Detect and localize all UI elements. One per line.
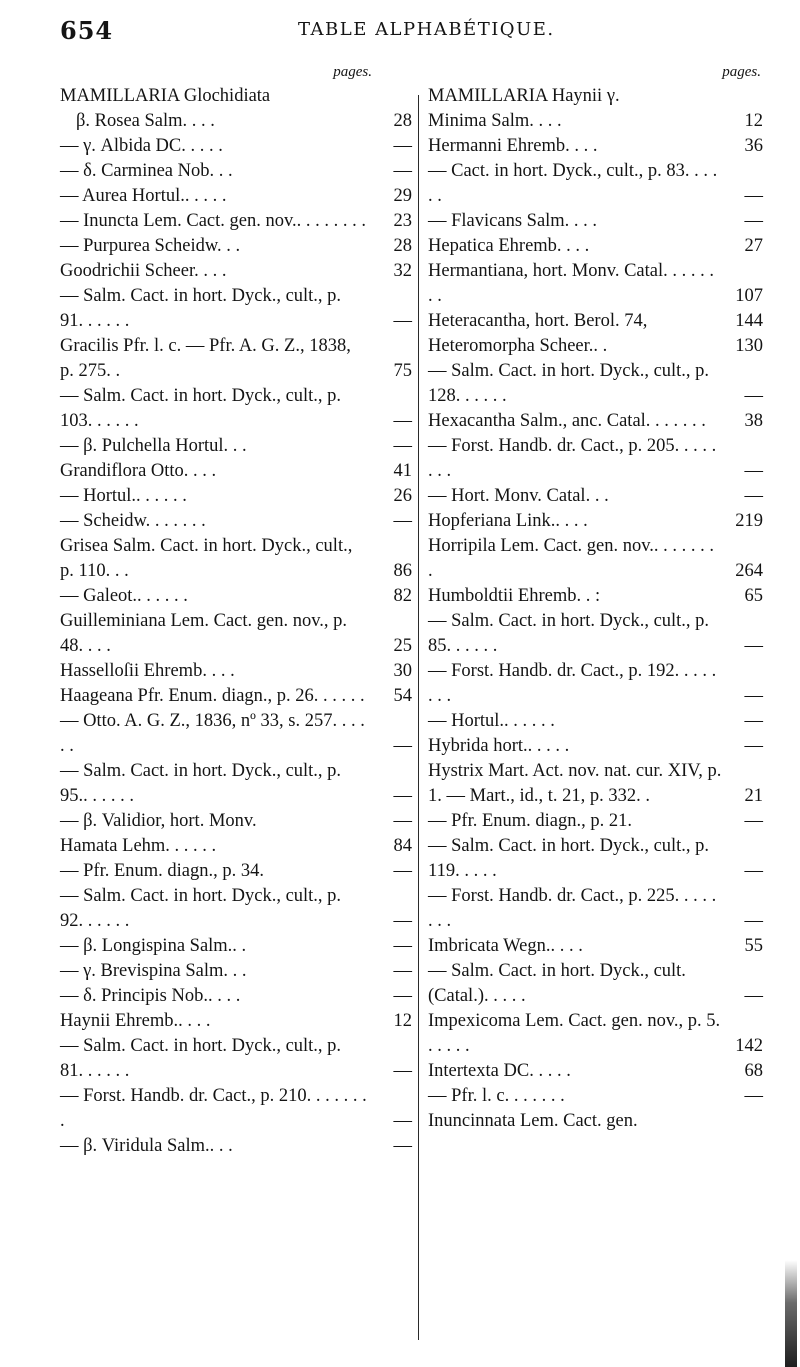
entry-page-number: — [393,961,412,981]
index-entry [60,184,412,209]
index-entry [60,934,412,959]
entry-text: — Salm. Cact. in hort. Dyck., cult., p. 119. . . . . [428,836,710,881]
entry-page-number: — [393,136,412,156]
entry-text: — β. Validior, hort. Monv. [60,811,257,831]
index-entry [428,409,763,434]
entry-page-number: 264 [735,561,763,581]
entry-text: Minima Salm. . . . [428,111,562,131]
entry-page-number: 84 [393,836,412,856]
entry-text: — γ. Brevispina Salm. . . [60,961,247,981]
entry-page-number: — [744,1086,763,1106]
entry-page-number: 144 [735,311,763,331]
entry-text: Grandiflora Otto. . . . [60,461,217,481]
entry-page-number: 41 [393,461,412,481]
entry-page-number: — [393,736,412,756]
entry-text: — δ. Carminea Nob. . . [60,161,233,181]
entry-page-number: — [393,861,412,881]
entry-text: — β. Longispina Salm.. . [60,936,247,956]
entry-text: Haynii Ehremb.. . . . [60,1011,211,1031]
entry-page-number: — [744,736,763,756]
entry-text: Haageana Pfr. Enum. diagn., p. 26. . . . . . [60,686,365,706]
running-title: TABLE ALPHABÉTIQUE. [298,19,555,40]
index-entry [428,84,763,109]
index-entry [428,359,763,409]
entry-page-number: — [393,1061,412,1081]
entry-text: — Galeot.. . . . . . [60,586,188,606]
entry-text: — Forst. Handb. dr. Cact., p. 210. . . . . . . . [60,1086,367,1131]
entry-page-number: — [393,1136,412,1156]
index-entry [60,659,412,684]
entry-text: Imbricata Wegn.. . . . [428,936,583,956]
index-entry [60,759,412,809]
scan-edge-shadow [785,1260,797,1367]
index-entry [60,534,412,584]
entry-page-number: — [393,511,412,531]
entry-text: — Pfr. l. c. . . . . . . [428,1086,565,1106]
entry-text: — Aurea Hortul.. . . . . [60,186,227,206]
index-entry [60,684,412,709]
entry-page-number: — [744,861,763,881]
entry-page-number: — [744,686,763,706]
entry-page-number: — [744,461,763,481]
entry-page-number: — [393,411,412,431]
entry-text: — Cact. in hort. Dyck., cult., p. 83. . . . . . [428,161,718,206]
entry-text: Grisea Salm. Cact. in hort. Dyck., cult., p. 110. . . [60,536,353,581]
entry-text: — Pfr. Enum. diagn., p. 34. [60,861,265,881]
index-entry [60,1134,412,1159]
entry-page-number: 25 [393,636,412,656]
index-entry [60,334,412,384]
entry-text: — Salm. Cact. in hort. Dyck., cult., p. 103. . . . . . [60,386,342,431]
index-entry [428,959,763,1009]
entry-text: Goodrichii Scheer. . . . [60,261,227,281]
entry-page-number: 65 [744,586,763,606]
entry-page-number: — [393,1111,412,1131]
entry-text: Hermantiana, hort. Monv. Catal. . . . . . . . [428,261,715,306]
entry-page-number: 219 [735,511,763,531]
entry-text: — Salm. Cact. in hort. Dyck., cult., p. 85. . . . . . [428,611,710,656]
index-entry [60,709,412,759]
index-entry [428,884,763,934]
index-entry [428,609,763,659]
entry-text: — Scheidw. . . . . . . [60,511,206,531]
entry-text: MAMILLARIA Glochidiata [60,86,271,106]
entry-text: Heteracantha, hort. Berol. 74, [428,311,648,331]
index-entry [428,484,763,509]
entry-page-number: — [744,811,763,831]
entry-text: Humboldtii Ehremb. . : [428,586,601,606]
entry-text: — Hort. Monv. Catal. . . [428,486,609,506]
entry-text: — Pfr. Enum. diagn., p. 21. [428,811,633,831]
entry-page-number: — [744,986,763,1006]
entry-page-number: 36 [744,136,763,156]
entry-text: β. Rosea Salm. . . . [76,111,215,131]
entry-text: — Otto. A. G. Z., 1836, nº 33, s. 257. . . . . . [60,711,365,756]
entry-page-number: 28 [393,111,412,131]
entry-text: — Forst. Handb. dr. Cact., p. 225. . . . . . . . [428,886,717,931]
index-entry [60,134,412,159]
index-entry [428,1109,763,1134]
index-entry [60,109,412,134]
entry-page-number: — [393,986,412,1006]
entry-page-number: — [393,911,412,931]
index-entry [60,459,412,484]
index-entry [428,709,763,734]
entry-text: — Salm. Cact. in hort. Dyck., cult. (Catal.). . . . . [428,961,686,1006]
entry-page-number: 12 [744,111,763,131]
entry-text: MAMILLARIA Haynii γ. [428,86,620,106]
pages-column-label: pages. [333,64,372,80]
entry-page-number: 54 [393,686,412,706]
index-entry [60,259,412,284]
entry-page-number: 21 [744,786,763,806]
entry-page-number: — [744,636,763,656]
index-entry [428,134,763,159]
index-entry [60,209,412,234]
entry-page-number: 82 [393,586,412,606]
entry-page-number: 30 [393,661,412,681]
index-entry [428,759,763,809]
entry-text: Hystrix Mart. Act. nov. nat. cur. XIV, p. 1. — Mart., id., t. 21, p. 332. . [428,761,722,806]
entry-text: Heteromorpha Scheer.. . [428,336,608,356]
entry-page-number: 27 [744,236,763,256]
entry-page-number: 107 [735,286,763,306]
entry-page-number: 130 [735,336,763,356]
index-entry [428,584,763,609]
entry-page-number: — [744,386,763,406]
entry-page-number: 68 [744,1061,763,1081]
entry-text: — Salm. Cact. in hort. Dyck., cult., p. 81. . . . . . [60,1036,342,1081]
entry-text: — Forst. Handb. dr. Cact., p. 192. . . . . . . . [428,661,717,706]
index-entry [60,884,412,934]
entry-page-number: — [393,436,412,456]
entry-page-number: — [744,486,763,506]
entry-text: — Hortul.. . . . . . [428,711,555,731]
entry-page-number: — [744,911,763,931]
entry-text: — Salm. Cact. in hort. Dyck., cult., p. 92. . . . . . [60,886,342,931]
entry-page-number: 28 [393,236,412,256]
index-entry [60,284,412,334]
entry-text: Hermanni Ehremb. . . . [428,136,598,156]
index-entry [428,109,763,134]
entry-page-number: 29 [393,186,412,206]
index-entry [60,159,412,184]
index-entry [428,1009,763,1059]
index-entry [428,1084,763,1109]
index-entry [60,609,412,659]
entry-text: Hamata Lehm. . . . . . [60,836,217,856]
index-entry [60,384,412,434]
entry-text: — β. Viridula Salm.. . . [60,1136,233,1156]
entry-text: Intertexta DC. . . . . [428,1061,571,1081]
index-entry [60,959,412,984]
entry-text: — Inuncta Lem. Cact. gen. nov.. . . . . . . . [60,211,367,231]
index-entry [428,234,763,259]
pages-column-label: pages. [722,64,761,80]
entry-page-number: 26 [393,486,412,506]
index-entry [428,659,763,709]
entry-page-number: — [744,186,763,206]
index-entry [428,534,763,584]
entry-text: — β. Pulchella Hortul. . . [60,436,247,456]
index-entry [60,434,412,459]
entry-text: — Salm. Cact. in hort. Dyck., cult., p. 91. . . . . . [60,286,342,331]
index-entry [428,734,763,759]
index-entry [60,859,412,884]
entry-text: — Salm. Cact. in hort. Dyck., cult., p. 95.. . . . . . [60,761,342,806]
index-entry [428,809,763,834]
index-entry [428,209,763,234]
index-entry [60,984,412,1009]
index-entry [428,334,763,359]
index-entry [60,1034,412,1084]
entry-text: Hopferiana Link.. . . . [428,511,588,531]
entry-text: — Forst. Handb. dr. Cact., p. 205. . . . . . . . [428,436,717,481]
entry-text: Inuncinnata Lem. Cact. gen. [428,1111,638,1131]
page-header [60,16,760,48]
entry-text: — δ. Principis Nob.. . . . [60,986,241,1006]
entry-text: — Purpurea Scheidw. . . [60,236,241,256]
entry-text: Hasselloſii Ehremb. . . . [60,661,235,681]
entry-page-number: — [393,936,412,956]
entry-page-number: — [393,786,412,806]
index-entry [60,1084,412,1134]
entry-text: Gracilis Pfr. l. c. — Pfr. A. G. Z., 1838, p. 275. . [60,336,351,381]
entry-page-number: — [393,811,412,831]
index-entry [428,159,763,209]
index-column-left [60,60,412,1159]
index-entry [60,584,412,609]
index-entry [428,259,763,309]
column-divider [418,95,419,1340]
entry-text: Hexacantha Salm., anc. Catal. . . . . . . [428,411,706,431]
entry-text: — Flavicans Salm. . . . [428,211,598,231]
entry-text: Impexicoma Lem. Cact. gen. nov., p. 5. . . . . . [428,1011,721,1056]
index-entry [60,834,412,859]
index-entry [428,934,763,959]
entry-text: Horripila Lem. Cact. gen. nov.. . . . . . . . [428,536,715,581]
entry-page-number: — [393,161,412,181]
index-entry [60,509,412,534]
entry-text: — Salm. Cact. in hort. Dyck., cult., p. 128. . . . . . [428,361,710,406]
entry-page-number: 32 [393,261,412,281]
entry-page-number: 55 [744,936,763,956]
index-entry [428,509,763,534]
entry-page-number: 86 [393,561,412,581]
index-entry [60,484,412,509]
entry-text: — γ. Albida DC. . . . . [60,136,223,156]
entry-page-number: 23 [393,211,412,231]
entry-page-number: — [393,311,412,331]
entry-page-number: 75 [393,361,412,381]
index-column-right [428,60,763,1134]
entry-page-number: 38 [744,411,763,431]
entry-text: Guilleminiana Lem. Cact. gen. nov., p. 48. . . . [60,611,348,656]
entry-page-number: 142 [735,1036,763,1056]
entry-text: — Hortul.. . . . . . [60,486,187,506]
index-entry [428,309,763,334]
index-entry [60,234,412,259]
index-entry [60,809,412,834]
entry-text: Hepatica Ehremb. . . . [428,236,590,256]
index-entry [60,1009,412,1034]
index-entry [60,84,412,109]
page-number: 654 [60,16,114,45]
entry-page-number: 12 [393,1011,412,1031]
index-entry [428,1059,763,1084]
entry-page-number: — [744,711,763,731]
index-entry [428,434,763,484]
entry-page-number: — [744,211,763,231]
index-entry [428,834,763,884]
entry-text: Hybrida hort.. . . . . [428,736,570,756]
